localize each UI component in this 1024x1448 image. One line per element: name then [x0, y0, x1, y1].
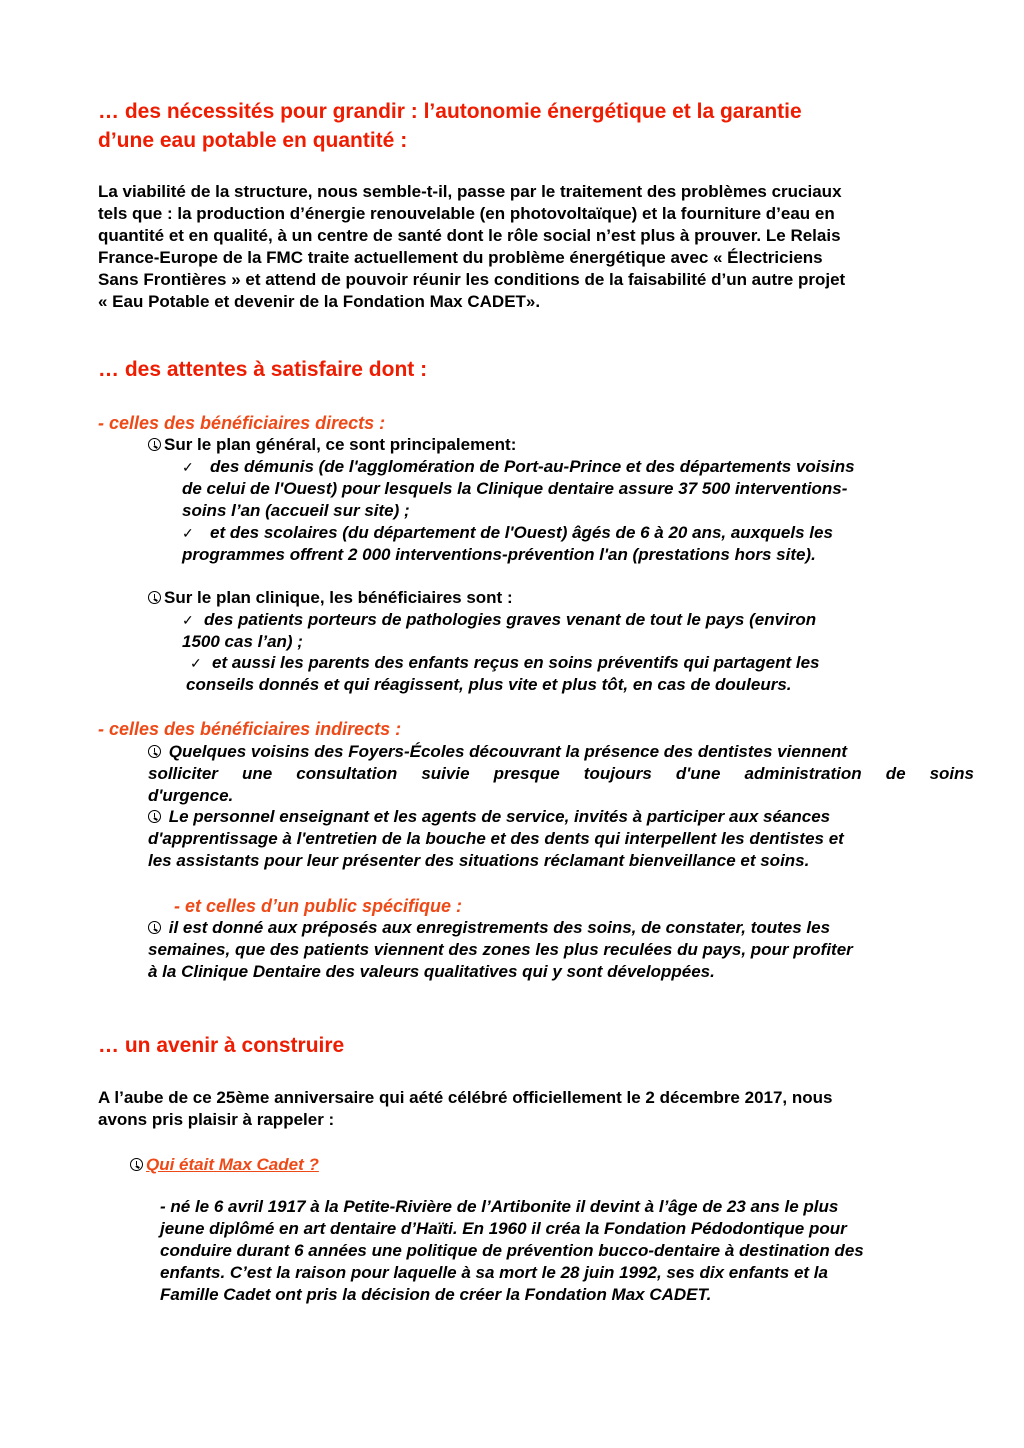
max-cadet-link[interactable]: Qui était Max Cadet ?: [146, 1155, 319, 1174]
text-line: à la Clinique Dentaire des valeurs qualitatives qui y sont développées.: [148, 962, 715, 981]
text-line: des patients porteurs de pathologies graves venant de tout le pays (environ: [204, 610, 817, 629]
text-line: d'urgence.: [148, 786, 234, 805]
text-line: Famille Cadet ont pris la décision de créer la Fondation Max CADET.: [160, 1285, 712, 1304]
clinical-plan-heading: [148, 587, 513, 609]
checkmark-icon: ✓: [182, 525, 194, 541]
section1-title-line1: … des nécessités pour grandir : l’autonomie énergétique et la garantie: [98, 100, 802, 123]
specific-public-heading: - et celles d’un public spécifique :: [174, 896, 463, 916]
general-plan-heading: [148, 434, 516, 456]
text-line: Le personnel enseignant et les agents de service, invités à participer aux séances: [164, 807, 831, 826]
clinical-plan-label: Sur le plan clinique, les bénéficiaires sont :: [164, 588, 513, 607]
text-line: et des scolaires (du département de l'Ouest) âgés de 6 à 20 ans, auxquels les: [210, 523, 833, 542]
text-line: solliciter une consultation suivie presque toujours d'une administration de soins: [148, 764, 974, 783]
text-line: de celui de l'Ouest) pour lesquels la Clinique dentaire assure 37 500 interventions-: [182, 479, 848, 498]
section3-title: … un avenir à construire: [98, 1034, 345, 1057]
text-line: France-Europe de la FMC traite actuellement du problème énergétique avec « Électriciens: [98, 248, 823, 267]
text-line: des démunis (de l'agglomération de Port-au-Prince et des départements voisins: [210, 457, 855, 476]
clock-icon: [148, 591, 161, 604]
max-cadet-bio: [160, 1196, 960, 1306]
section1-paragraph: [98, 181, 845, 313]
text-line: programmes offrent 2 000 interventions-prévention l'an (prestations hors site).: [182, 545, 816, 564]
text-line: conseils donnés et qui réagissent, plus vite et plus tôt, en cas de douleurs.: [186, 675, 792, 694]
text-line: « Eau Potable et devenir de la Fondation Max CADET».: [98, 292, 541, 311]
section3-intro: [98, 1087, 833, 1131]
text-line: A l’aube de ce 25ème anniversaire qui aété célébré officiellement le 2 décembre 2017, nous: [98, 1088, 833, 1107]
clinical-item-1: [182, 609, 952, 653]
text-line: il est donné aux préposés aux enregistrements des soins, de constater, toutes les: [164, 918, 831, 937]
section1-title-line2: d’une eau potable en quantité :: [98, 129, 408, 152]
general-plan-label: Sur le plan général, ce sont principalement:: [164, 435, 517, 454]
indirect-item-2: [148, 806, 974, 872]
section2-title: … des attentes à satisfaire dont :: [98, 358, 428, 381]
clock-icon: [130, 1158, 143, 1171]
text-line: 1500 cas l’an) ;: [182, 632, 303, 651]
specific-item: [148, 917, 974, 983]
max-cadet-link-row: [130, 1154, 319, 1176]
text-line: La viabilité de la structure, nous semble-t-il, passe par le traitement des problèmes cruciaux: [98, 182, 842, 201]
text-line: Sans Frontières » et attend de pouvoir réunir les conditions de la faisabilité d’un autre projet: [98, 270, 846, 289]
checkmark-icon: ✓: [190, 655, 202, 671]
text-line: conduire durant 6 années une politique de prévention bucco-dentaire à destination des: [160, 1241, 864, 1260]
text-line: enfants. C’est la raison pour laquelle à sa mort le 28 juin 1992, ses dix enfants et la: [160, 1263, 828, 1282]
text-line: tels que : la production d’énergie renouvelable (en photovoltaïque) et la fourniture d’eau en: [98, 204, 835, 223]
clock-icon: [148, 438, 161, 451]
text-line: d'apprentissage à l'entretien de la bouche et des dents qui interpellent les dentistes et: [148, 829, 844, 848]
clock-icon: [148, 921, 161, 934]
direct-beneficiaries-heading: - celles des bénéficiaires directs :: [98, 413, 386, 433]
text-line: quantité et en qualité, à un centre de santé dont le rôle social n’est plus à prouver. Le Relais: [98, 226, 841, 245]
clock-icon: [148, 810, 161, 823]
clinical-item-2: [186, 652, 956, 696]
text-line: - né le 6 avril 1917 à la Petite-Rivière de l’Artibonite il devint à l’âge de 23 ans le plus: [160, 1197, 839, 1216]
text-line: Quelques voisins des Foyers-Écoles découvrant la présence des dentistes viennent: [164, 742, 848, 761]
indirect-item-1: [148, 741, 974, 807]
checkmark-icon: ✓: [182, 459, 194, 475]
text-line: soins l’an (accueil sur site) ;: [182, 501, 410, 520]
general-item-2: [182, 522, 952, 566]
text-line: jeune diplômé en art dentaire d’Haïti. En 1960 il créa la Fondation Pédodontique pour: [160, 1219, 847, 1238]
text-line: et aussi les parents des enfants reçus en soins préventifs qui partagent les: [212, 653, 820, 672]
checkmark-icon: ✓: [182, 612, 194, 628]
general-item-1: [182, 456, 952, 522]
indirect-beneficiaries-heading: - celles des bénéficiaires indirects :: [98, 719, 402, 739]
clock-icon: [148, 745, 161, 758]
text-line: avons pris plaisir à rappeler :: [98, 1110, 335, 1129]
text-line: les assistants pour leur présenter des situations réclamant bienveillance et soins.: [148, 851, 810, 870]
text-line: semaines, que des patients viennent des zones les plus reculées du pays, pour profiter: [148, 940, 853, 959]
